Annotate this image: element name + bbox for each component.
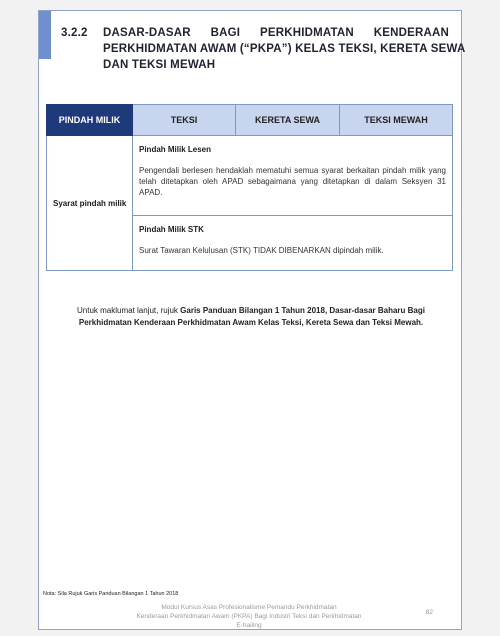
page-number: 82 [425,609,433,616]
stk-transfer-body: Surat Tawaran Kelulusan (STK) TIDAK DIBENARKAN dipindah milik. [139,246,384,255]
transfer-conditions-cell [133,136,453,271]
footer-line3: E-hailing [236,622,262,629]
header-pindah-milik: PINDAH MILIK [47,105,133,136]
licence-transfer-title: Pindah Milik Lesen [139,145,212,154]
footer-line2: Kenderaan Perkhidmatan Awam (PKPA) Bagi Industri Teksi dan Perkhidmatan [136,613,362,620]
stk-transfer-title: Pindah Milik STK [139,225,204,234]
footnote: Nota: Sila Rujuk Garis Panduan Bilangan 1 Tahun 2018 [43,591,179,597]
info-guideline-reference: Garis Panduan Bilangan 1 Tahun 2018, Dasar-dasar Baharu Bagi Perkhidmatan Kenderaan Perkhidmatan Awam Kelas Teksi, Kereta Sewa dan Teksi Mewah. [78,306,425,327]
further-info-paragraph [59,305,443,329]
licence-transfer-block [133,136,452,215]
table-header-row [47,105,453,136]
section-accent-bar [39,11,51,59]
row-label: Syarat pindah milik [47,136,133,271]
section-title-line2: PERKHIDMATAN AWAM (“PKPA”) KELAS TEKSI, KERETA SEWA [103,43,466,55]
header-teksi: TEKSI [133,105,236,136]
table-row [47,136,453,271]
section-title-line3: DAN TEKSI MEWAH [103,59,216,71]
document-page [38,10,466,630]
section-title-line1: DASAR-DASAR BAGI PERKHIDMATAN KENDERAAN [103,27,449,39]
page-footer [99,603,399,630]
footer-line1: Modul Kursus Asas Profesionalisme Pemandu Perkhidmatan [161,604,337,611]
info-prefix: Untuk maklumat lanjut, rujuk [77,306,181,315]
header-teksi-mewah: TEKSI MEWAH [340,105,453,136]
licence-transfer-body: Pengendali berlesen hendaklah mematuhi semua syarat berkaitan pindah milik yang telah ditetapkan oleh APAD sebagaimana yang ditetapkan di dalam Seksyen 31 APAD. [139,166,446,197]
pkpa-transfer-table [46,104,453,271]
stk-transfer-block [133,215,452,270]
section-number: 3.2.2 [61,27,88,39]
header-kereta-sewa: KERETA SEWA [236,105,340,136]
